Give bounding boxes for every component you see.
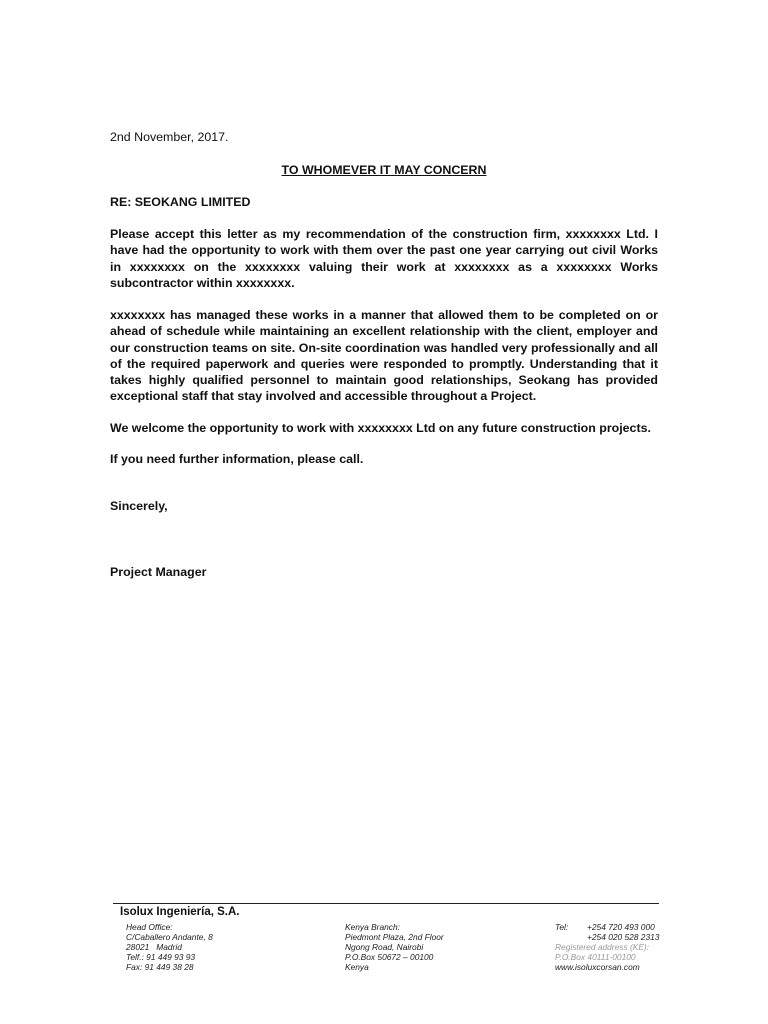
- head-office-line: 28021 Madrid: [126, 942, 182, 952]
- tel-row: [555, 922, 659, 932]
- footer-contact: [555, 922, 659, 972]
- kenya-branch-line: Ngong Road, Nairobi: [345, 942, 424, 952]
- tel-row-2: [555, 932, 659, 942]
- letter-paragraph-4: If you need further information, please call.: [110, 452, 364, 466]
- registered-address-label: Registered address (KE):: [555, 942, 650, 952]
- website-link[interactable]: www.isoluxcorsan.com: [555, 962, 640, 972]
- tel-spacer: [555, 932, 587, 942]
- footer-company: Isolux Ingeniería, S.A.: [120, 906, 240, 918]
- head-office-line: C/Caballero Andante, 8: [126, 932, 213, 942]
- tel-number-2: +254 020 528 2313: [587, 932, 660, 942]
- head-office-line: Fax: 91 449 38 28: [126, 962, 194, 972]
- head-office-line: Head Office:: [126, 922, 173, 932]
- footer-kenya-branch: [345, 922, 444, 972]
- tel-label: Tel:: [555, 922, 569, 932]
- footer-head-office: [126, 922, 213, 972]
- letter-paragraph-2: xxxxxxxx has managed these works in a manner that allowed them to be completed on or ahead of schedule while maintaining an excellent relationship with the client, employer and our construction teams on site. On-site coordination was handled very professionally and all of the required paperwork and queries were responded to promptly. Understanding that it takes highly qualified personnel to maintain good relationships, Seokang has provided exceptional staff that stay involved and accessible throughout a Project.: [110, 308, 658, 404]
- tel-number-1: +254 720 493 000: [587, 922, 655, 932]
- footer-divider: [113, 903, 659, 904]
- head-office-line: Telf.: 91 449 93 93: [126, 952, 196, 962]
- letter-signatory: Project Manager: [110, 565, 207, 579]
- registered-po-box: P.O.Box 40111-00100: [555, 952, 636, 962]
- kenya-branch-line: Kenya: [345, 962, 369, 972]
- letter-paragraph-3: We welcome the opportunity to work with xxxxxxxx Ltd on any future construction projects.: [110, 421, 651, 435]
- letter-date: 2nd November, 2017.: [110, 130, 229, 144]
- kenya-branch-line: Kenya Branch:: [345, 922, 400, 932]
- letter-paragraph-1: Please accept this letter as my recommendation of the construction firm, xxxxxxxx Ltd. I have had the opportunity to work with them over the past one year carrying out civil Works in xxxxxxxx on the xxxxxxxx valuing their work at xxxxxxxx as a xxxxxxxx Works subcontractor within xxxxxxxx.: [110, 227, 658, 290]
- letter-salutation: TO WHOMEVER IT MAY CONCERN: [281, 163, 487, 177]
- letter-subject: RE: SEOKANG LIMITED: [110, 195, 251, 209]
- letter-closing: Sincerely,: [110, 499, 168, 513]
- kenya-branch-line: P.O.Box 50672 – 00100: [345, 952, 434, 962]
- salutation-wrap: [110, 162, 658, 178]
- kenya-branch-line: Piedmont Plaza, 2nd Floor: [345, 932, 444, 942]
